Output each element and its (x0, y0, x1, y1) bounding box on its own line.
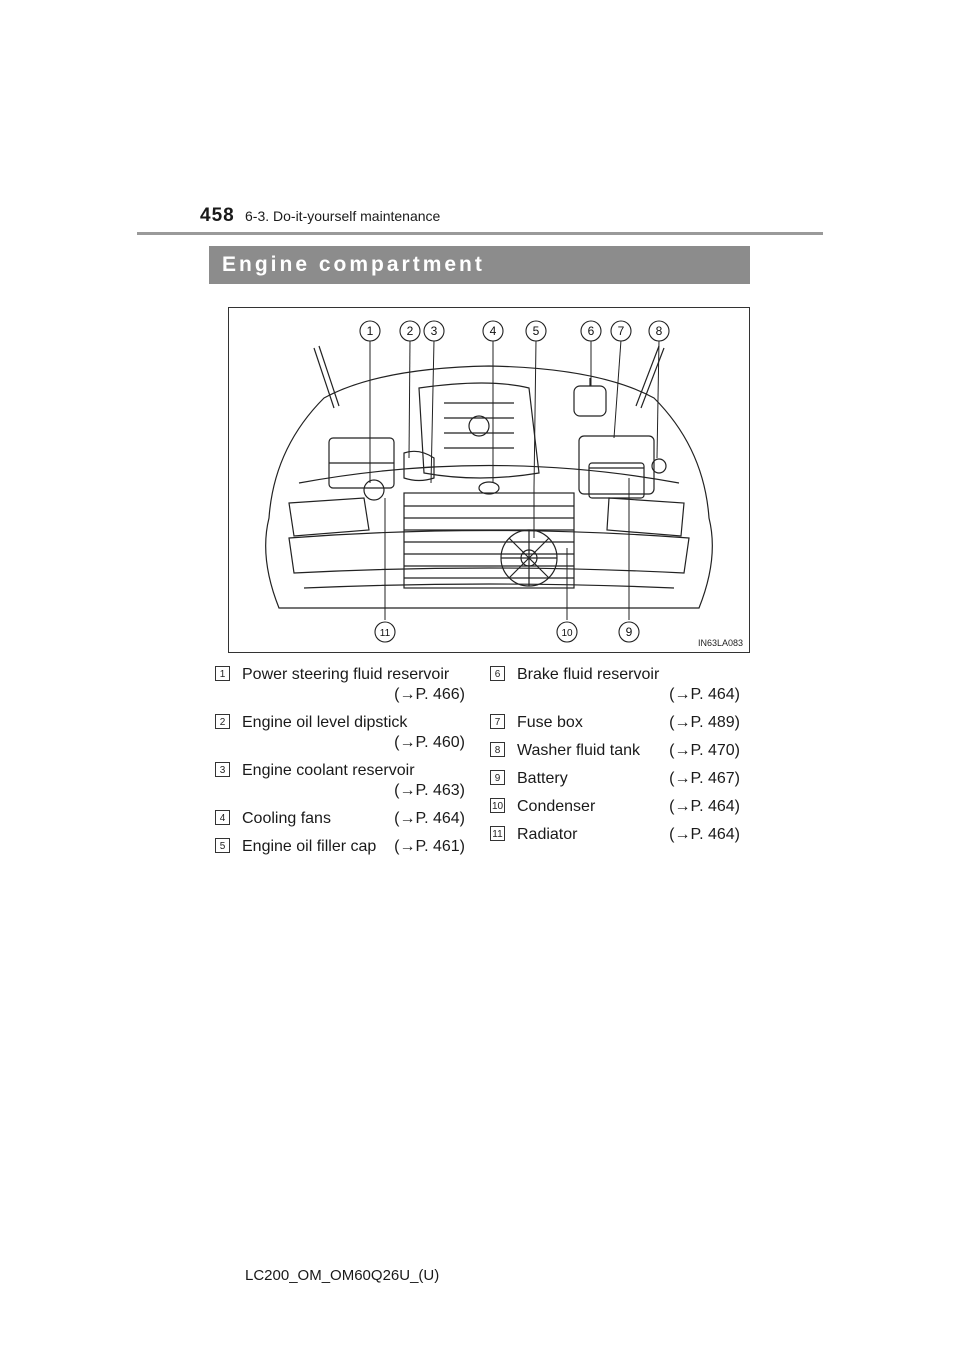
legend-number-badge: 9 (490, 770, 505, 785)
page-number: 458 (200, 205, 235, 226)
legend-number-badge: 3 (215, 762, 230, 777)
legend-item (215, 761, 465, 801)
callout-3: 3 (430, 324, 438, 338)
legend-label: Engine oil filler cap (242, 838, 377, 855)
callout-6: 6 (587, 324, 595, 338)
legend-label: Radiator (517, 826, 578, 843)
page-reference-link[interactable]: (→P. 464) (394, 810, 465, 827)
figure-code: IN63LA083 (697, 638, 743, 648)
page-reference-link[interactable]: (→P. 464) (669, 826, 740, 843)
legend-number-badge: 6 (490, 666, 505, 681)
callout-11: 11 (379, 628, 391, 639)
legend-number-badge: 1 (215, 666, 230, 681)
legend-label: Fuse box (517, 714, 583, 731)
engine-illustration (229, 308, 749, 652)
section-breadcrumb: 6-3. Do-it-yourself maintenance (245, 208, 441, 224)
page-reference-link[interactable]: (→P. 461) (394, 838, 465, 855)
legend-number-badge: 11 (490, 826, 505, 841)
page-reference-link[interactable]: (→P. 463) (394, 782, 465, 799)
legend-item (215, 837, 465, 857)
legend-label: Brake fluid reservoir (517, 666, 660, 683)
callout-9: 9 (625, 625, 633, 639)
engine-compartment-figure (228, 307, 750, 653)
legend-item (215, 665, 465, 705)
legend-number-badge: 5 (215, 838, 230, 853)
page-reference-link[interactable]: (→P. 464) (669, 686, 740, 703)
legend-number-badge: 8 (490, 742, 505, 757)
legend-number-badge: 2 (215, 714, 230, 729)
callout-4: 4 (489, 324, 497, 338)
legend-label: Engine oil level dipstick (242, 714, 408, 731)
legend-label: Power steering fluid reservoir (242, 666, 450, 683)
legend-number-badge: 10 (490, 798, 505, 813)
legend-item (490, 797, 740, 817)
legend-label: Washer fluid tank (517, 742, 641, 759)
legend-item (490, 769, 740, 789)
legend-item (490, 741, 740, 761)
legend-item (490, 665, 740, 705)
page-reference-link[interactable]: (→P. 470) (669, 742, 740, 759)
legend-item (490, 825, 740, 845)
header-divider (137, 232, 823, 235)
legend-label: Battery (517, 770, 568, 787)
legend-number-badge: 4 (215, 810, 230, 825)
callout-10: 10 (561, 628, 573, 639)
legend-item (215, 809, 465, 829)
page-reference-link[interactable]: (→P. 467) (669, 770, 740, 787)
legend-label: Condenser (517, 798, 596, 815)
legend-left-column (215, 665, 465, 865)
callout-7: 7 (617, 324, 625, 338)
page-reference-link[interactable]: (→P. 460) (394, 734, 465, 751)
page-title: Engine compartment (209, 246, 750, 284)
legend-label: Cooling fans (242, 810, 331, 827)
legend-item (215, 713, 465, 753)
legend-label: Engine coolant reservoir (242, 762, 415, 779)
callout-8: 8 (655, 324, 663, 338)
legend-right-column (490, 665, 740, 853)
legend-item (490, 713, 740, 733)
callout-1: 1 (366, 324, 374, 338)
document-footer-code: LC200_OM_OM60Q26U_(U) (245, 1267, 440, 1284)
legend-number-badge: 7 (490, 714, 505, 729)
callout-2: 2 (406, 324, 414, 338)
page-reference-link[interactable]: (→P. 464) (669, 798, 740, 815)
callout-5: 5 (532, 324, 540, 338)
page-reference-link[interactable]: (→P. 489) (669, 714, 740, 731)
page-reference-link[interactable]: (→P. 466) (394, 686, 465, 703)
